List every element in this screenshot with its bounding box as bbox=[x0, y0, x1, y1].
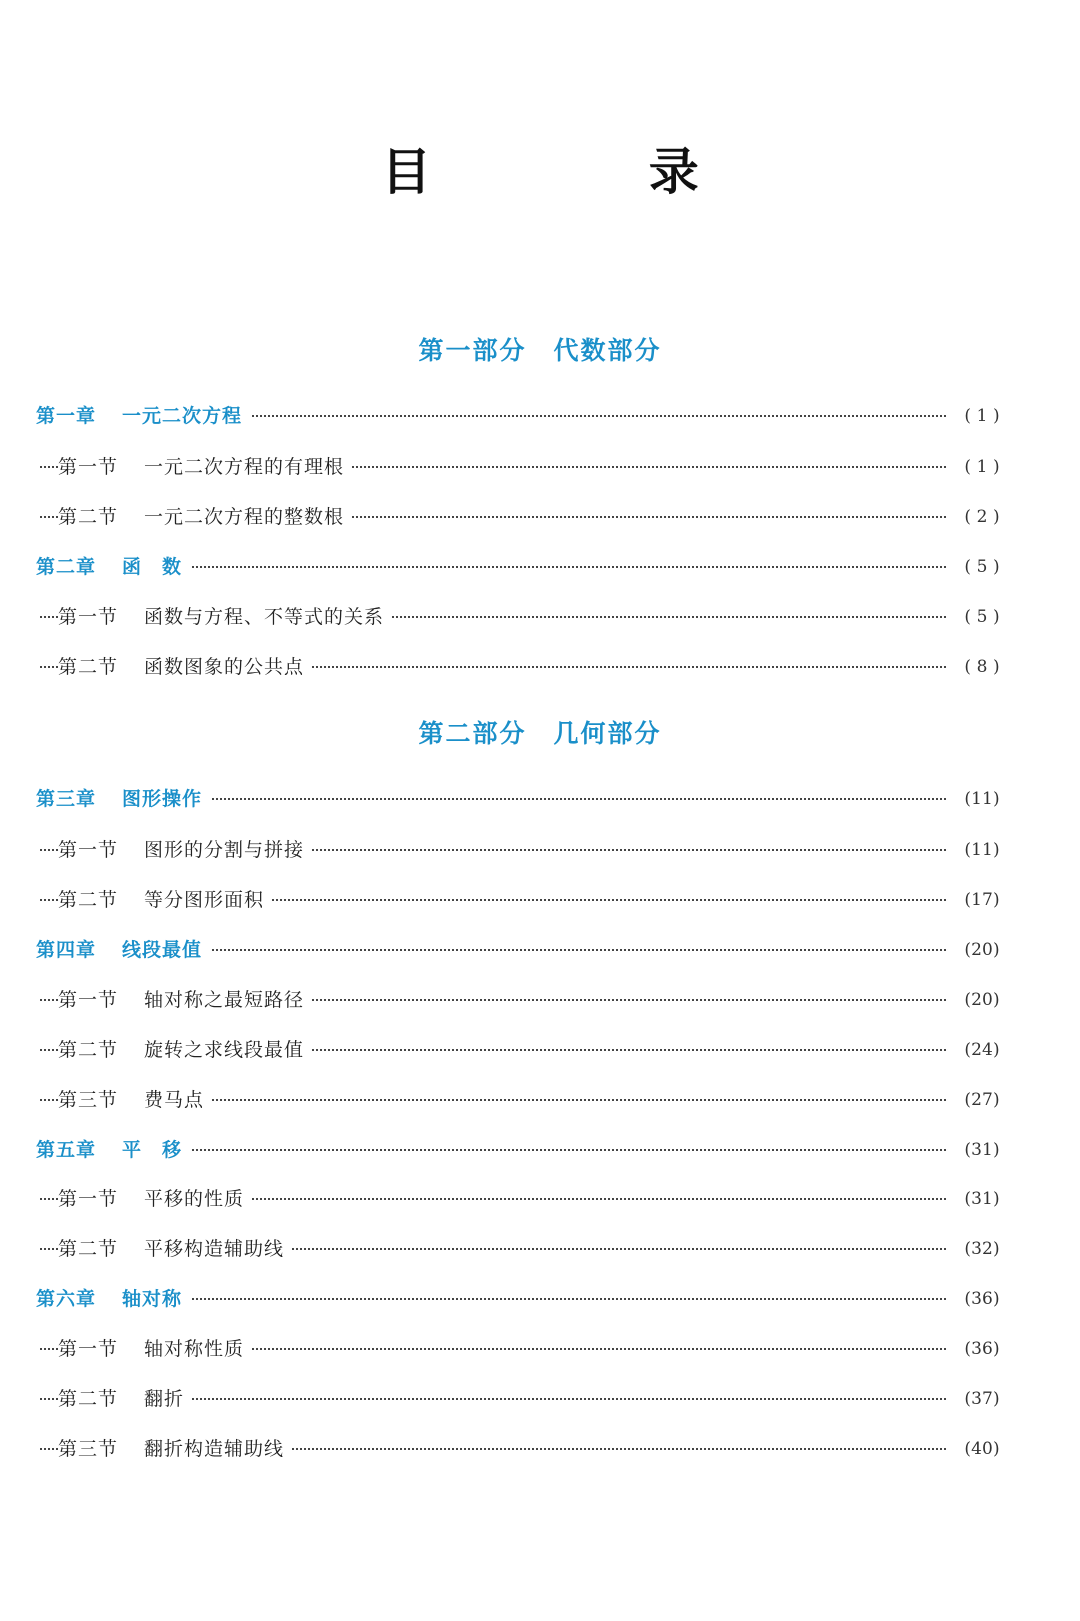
page-number: (11) bbox=[964, 789, 1000, 809]
section-label bbox=[58, 1231, 292, 1267]
section-number: 第一节 bbox=[58, 1188, 119, 1210]
section-label bbox=[58, 882, 272, 918]
toc-section-4-1[interactable] bbox=[0, 982, 1080, 1018]
section-label bbox=[58, 1082, 212, 1118]
section-name: 平移构造辅助线 bbox=[144, 1238, 285, 1260]
chapter-name: 轴对称 bbox=[122, 1288, 183, 1310]
chapter-label bbox=[36, 549, 190, 585]
chapter-label bbox=[36, 781, 210, 817]
toc-section-5-1[interactable] bbox=[0, 1181, 1080, 1217]
toc-chapter-6[interactable] bbox=[0, 1281, 1080, 1317]
section-name: 翻折构造辅助线 bbox=[144, 1438, 285, 1460]
chapter-name: 图形操作 bbox=[122, 788, 203, 810]
section-name: 一元二次方程的整数根 bbox=[144, 506, 345, 528]
page-number: (20) bbox=[964, 990, 1000, 1010]
toc-chapter-4[interactable] bbox=[0, 932, 1080, 968]
toc-section-3-1[interactable] bbox=[0, 832, 1080, 868]
toc-chapter-3[interactable] bbox=[0, 781, 1080, 817]
page-number: ( 5 ) bbox=[964, 607, 1000, 627]
section-number: 第三节 bbox=[58, 1438, 119, 1460]
chapter-label bbox=[36, 932, 210, 968]
chapter-number: 第五章 bbox=[36, 1139, 97, 1161]
section-label bbox=[58, 599, 392, 635]
section-label bbox=[58, 1032, 312, 1068]
section-name: 函数与方程、不等式的关系 bbox=[144, 606, 385, 628]
section-name: 函数图象的公共点 bbox=[144, 656, 305, 678]
page-number: ( 8 ) bbox=[964, 657, 1000, 677]
part-title-algebra: 第一部分 代数部分 bbox=[418, 336, 662, 365]
page-number: (31) bbox=[964, 1140, 1000, 1160]
section-number: 第一节 bbox=[58, 989, 119, 1011]
toc-chapter-1[interactable] bbox=[0, 398, 1080, 434]
chapter-name: 线段最值 bbox=[122, 939, 203, 961]
section-label bbox=[58, 649, 312, 685]
section-number: 第二节 bbox=[58, 1238, 119, 1260]
page-number: (36) bbox=[964, 1289, 1000, 1309]
chapter-number: 第六章 bbox=[36, 1288, 97, 1310]
chapter-number: 第一章 bbox=[36, 405, 97, 427]
toc-section-1-2[interactable] bbox=[0, 499, 1080, 535]
chapter-label bbox=[36, 398, 250, 434]
toc-section-6-1[interactable] bbox=[0, 1331, 1080, 1367]
section-label bbox=[58, 1181, 252, 1217]
page-number: (40) bbox=[964, 1439, 1000, 1459]
section-number: 第一节 bbox=[58, 456, 119, 478]
chapter-number: 第四章 bbox=[36, 939, 97, 961]
chapter-name: 平 移 bbox=[122, 1139, 183, 1161]
page-number: ( 1 ) bbox=[964, 406, 1000, 426]
chapter-number: 第三章 bbox=[36, 788, 97, 810]
section-name: 一元二次方程的有理根 bbox=[144, 456, 345, 478]
section-label bbox=[58, 1381, 192, 1417]
page-number: (24) bbox=[964, 1040, 1000, 1060]
toc-chapter-2[interactable] bbox=[0, 549, 1080, 585]
section-number: 第一节 bbox=[58, 606, 119, 628]
chapter-name: 一元二次方程 bbox=[122, 405, 243, 427]
toc-section-3-2[interactable] bbox=[0, 882, 1080, 918]
section-name: 轴对称之最短路径 bbox=[144, 989, 305, 1011]
section-number: 第一节 bbox=[58, 839, 119, 861]
section-label bbox=[58, 982, 312, 1018]
section-label bbox=[58, 1331, 252, 1367]
section-number: 第二节 bbox=[58, 889, 119, 911]
toc-section-5-2[interactable] bbox=[0, 1231, 1080, 1267]
section-label bbox=[58, 499, 352, 535]
page-number: ( 5 ) bbox=[964, 557, 1000, 577]
section-number: 第二节 bbox=[58, 1388, 119, 1410]
section-name: 平移的性质 bbox=[144, 1188, 245, 1210]
page-number: ( 2 ) bbox=[964, 507, 1000, 527]
section-number: 第二节 bbox=[58, 1039, 119, 1061]
chapter-name: 函 数 bbox=[122, 556, 183, 578]
toc-section-2-1[interactable] bbox=[0, 599, 1080, 635]
toc-section-6-3[interactable] bbox=[0, 1431, 1080, 1467]
page-number: (27) bbox=[964, 1090, 1000, 1110]
section-name: 费马点 bbox=[144, 1089, 205, 1111]
page-number: ( 1 ) bbox=[964, 457, 1000, 477]
toc-section-1-1[interactable] bbox=[0, 449, 1080, 485]
page-title: 目 录 bbox=[381, 142, 799, 201]
toc-section-2-2[interactable] bbox=[0, 649, 1080, 685]
part-title-geometry: 第二部分 几何部分 bbox=[418, 719, 662, 748]
section-name: 翻折 bbox=[144, 1388, 185, 1410]
section-number: 第一节 bbox=[58, 1338, 119, 1360]
section-number: 第二节 bbox=[58, 656, 119, 678]
page-number: (32) bbox=[964, 1239, 1000, 1259]
section-label bbox=[58, 1431, 292, 1467]
page-number: (20) bbox=[964, 940, 1000, 960]
section-name: 轴对称性质 bbox=[144, 1338, 245, 1360]
page-number: (36) bbox=[964, 1339, 1000, 1359]
page-number: (31) bbox=[964, 1189, 1000, 1209]
section-label bbox=[58, 832, 312, 868]
section-number: 第三节 bbox=[58, 1089, 119, 1111]
section-name: 等分图形面积 bbox=[144, 889, 265, 911]
toc-chapter-5[interactable] bbox=[0, 1132, 1080, 1168]
section-label bbox=[58, 449, 352, 485]
chapter-number: 第二章 bbox=[36, 556, 97, 578]
section-name: 旋转之求线段最值 bbox=[144, 1039, 305, 1061]
section-name: 图形的分割与拼接 bbox=[144, 839, 305, 861]
page-number: (11) bbox=[964, 840, 1000, 860]
page-number: (37) bbox=[964, 1389, 1000, 1409]
section-number: 第二节 bbox=[58, 506, 119, 528]
chapter-label bbox=[36, 1281, 190, 1317]
page-number: (17) bbox=[964, 890, 1000, 910]
toc-section-4-2[interactable] bbox=[0, 1032, 1080, 1068]
chapter-label bbox=[36, 1132, 190, 1168]
toc-section-4-3[interactable] bbox=[0, 1082, 1080, 1118]
toc-section-6-2[interactable] bbox=[0, 1381, 1080, 1417]
